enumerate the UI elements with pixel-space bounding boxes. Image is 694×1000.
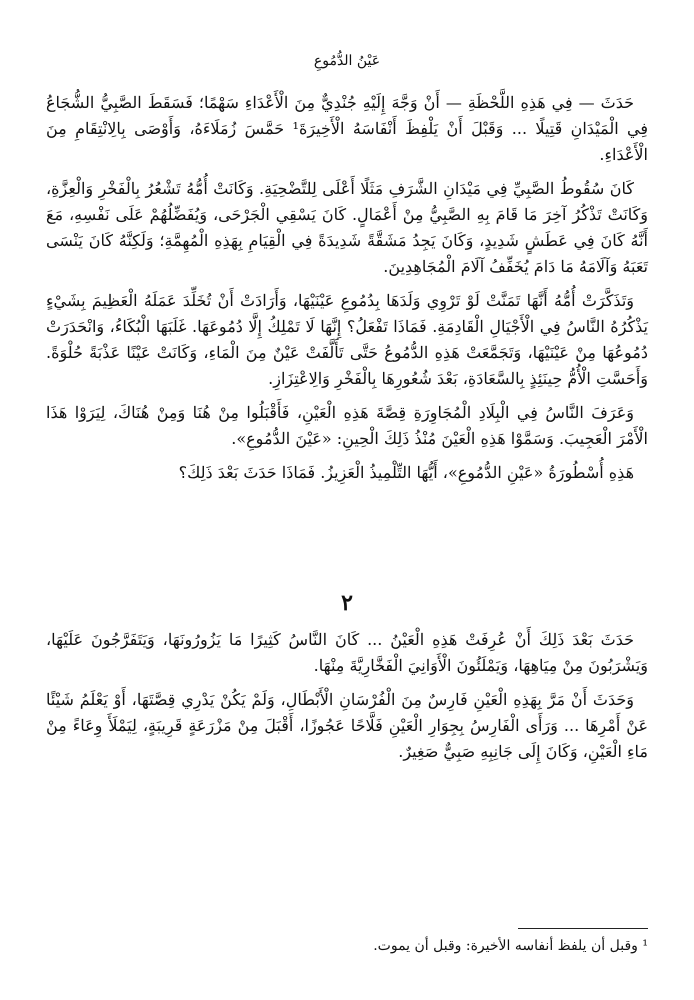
footnote: ¹ وقبل أن يلفظ أنفاسه الأخيرة: وقبل أن يموت. <box>373 938 648 954</box>
paragraph: حَدَثَ بَعْدَ ذَلِكَ أَنْ عُرِفَتْ هَذِهِ الْعَيْنُ ... كَانَ النَّاسُ كَثِيرًا مَا يَزُورُونَهَا، وَيَتَفَرَّجُونَ عَلَيْهَا، وَيَشْرَبُونَ مِنْ مِيَاهِهَا، وَيَمْلَئُونَ الْأَوَانِيَ الْفَخَّارِيَّةَ مِنْهَا. <box>46 630 648 675</box>
paragraph: وَحَدَثَ أَنْ مَرَّ بِهَذِهِ الْعَيْنِ فَارِسٌ مِنَ الْفُرْسَانِ الْأَبْطَالِ، وَلَمْ يَكُنْ يَدْرِي قِصَّتَهَا، أَوْ يَعْلَمُ شَيْئًا عَنْ أَمْرِهَا ... وَرَأَى الْفَارِسُ بِجِوَارِ الْعَيْنِ فَلَّاحًا عَجُوزًا، أَقْبَلَ مِنْ مَزْرَعَةٍ قَرِيبَةٍ، لِيَمْلَأَ وِعَاءً مِنْ مَاءِ الْعَيْنِ، وَكَانَ إِلَى جَانِبِهِ صَبِيٌّ صَغِيرٌ. <box>46 690 648 761</box>
paragraph: هَذِهِ أُسْطُورَةُ «عَيْنِ الدُّمُوعِ»، أَيُّهَا التِّلْمِيذُ الْعَزِيزُ. فَمَاذَا حَدَثَ بَعْدَ ذَلِكَ؟ <box>178 463 634 482</box>
paragraph: وَتَذَكَّرَتْ أُمُّهُ أَنَّهَا تَمَنَّتْ لَوْ تَرْوِي وَلَدَهَا بِدُمُوعِ عَيْنَيْهَا، وَأَرَادَتْ أَنْ تُخَلِّدَ عَمَلَهُ الْعَظِيمَ بِشَيْءٍ يَذْكُرُهُ النَّاسُ فِي الْأَجْيَالِ الْقَادِمَةِ. فَمَاذَا تَفْعَلُ؟ إِنَّهَا لَا تَمْلِكُ إِلَّا دُمُوعَهَا. غَلَبَهَا الْبُكَاءُ، وَانْحَدَرَتْ دُمُوعُهَا مِنْ عَيْنَيْهَا، وَتَجَمَّعَتْ هَذِهِ الدُّمُوعُ حَتَّى تَأَلَّفَتْ عَيْنٌ مِنَ الْمَاءِ، وَكَانَتْ عَيْنًا عَذْبَةً حُلْوَةً. وَأَحَسَّتِ الْأُمُّ حِينَئِذٍ بِالسَّعَادَةِ، بَعْدَ شُعُورِهَا بِالْفَخْرِ وَالِاعْتِزَازِ. <box>46 291 648 388</box>
paragraph: وَعَرَفَ النَّاسُ فِي الْبِلَادِ الْمُجَاوِرَةِ قِصَّةَ هَذِهِ الْعَيْنِ، فَأَقْبَلُوا مِنْ هُنَا وَمِنْ هُنَاكَ، لِيَرَوْا هَذَا الْأَمْرَ الْعَجِيبَ. وَسَمَّوْا هَذِهِ الْعَيْنَ مُنْذُ ذَلِكَ الْحِينِ: «عَيْنَ الدُّمُوعِ». <box>46 403 648 448</box>
running-head-title: عَيْنُ الدُّمُوعِ <box>313 53 381 69</box>
paragraph: حَدَثَ — فِي هَذِهِ اللَّحْظَةِ — أَنْ وَجَّهَ إِلَيْهِ جُنْدِيٌّ مِنَ الْأَعْدَاءِ سَهْمًا؛ فَسَقَطَ الصَّبِيُّ الشُّجَاعُ فِي الْمَيْدَانِ قَتِيلًا ... وَقَبْلَ أَنْ يَلْفِظَ أَنْفَاسَهُ الْأَخِيرَةَ¹ حَمَّسَ زُمَلَاءَهُ، وَأَوْصَى بِالِانْتِقَامِ مِنَ الْأَعْدَاءِ. <box>46 93 649 164</box>
section-number: ٢ <box>341 590 353 616</box>
section-one-body <box>46 90 648 494</box>
paragraph: كَانَ سُقُوطُ الصَّبِيِّ فِي مَيْدَانِ الشَّرَفِ مَثَلًا أَعْلَى لِلتَّضْحِيَةِ. وَكَانَتْ أُمُّهُ تَشْعُرُ بِالْفَخْرِ وَالْعِزَّةِ، وَكَانَتْ تَذْكُرُ آخِرَ مَا قَامَ بِهِ الصَّبِيُّ مِنْ أَعْمَالٍ. كَانَ يَسْقِي الْجَرْحَى، وَيُفَضِّلُهُمْ عَلَى نَفْسِهِ، مَعَ أَنَّهُ كَانَ فِي عَطَشٍ شَدِيدٍ، وَكَانَ يَجِدُ مَشَقَّةً شَدِيدَةً فِي الْقِيَامِ بِهَذِهِ الْمُهِمَّةِ؛ وَلَكِنَّهُ كَانَ يَنْسَى تَعَبَهُ وَآلَامَهُ مَا دَامَ يُخَفِّفُ آلَامَ الْمُجَاهِدِينَ. <box>46 179 648 276</box>
footnote-divider <box>518 928 648 929</box>
section-two-body <box>46 627 648 773</box>
